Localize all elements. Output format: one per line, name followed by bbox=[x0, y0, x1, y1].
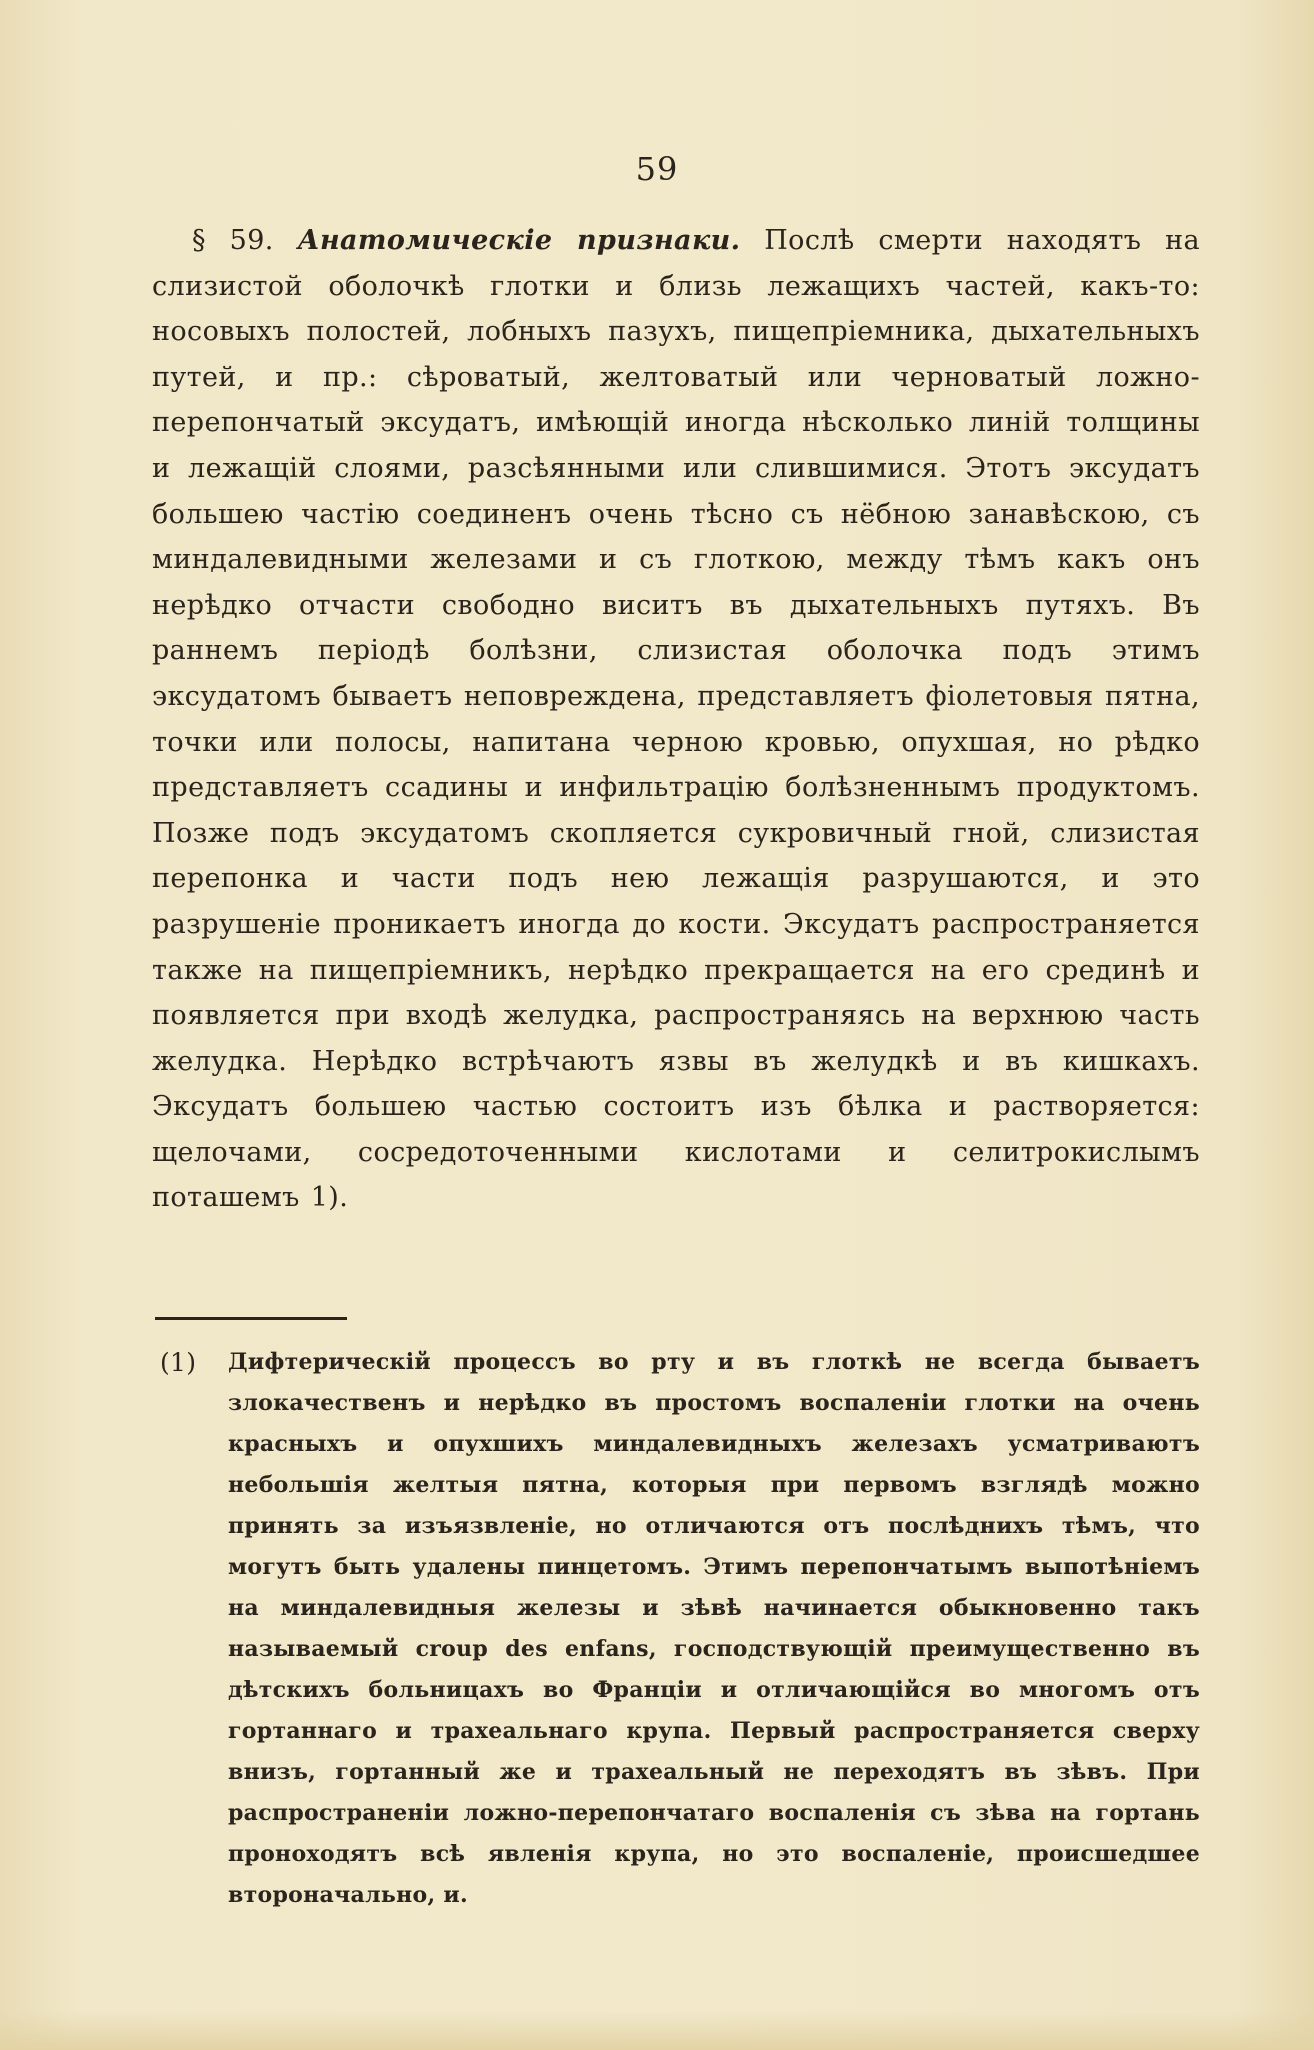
page-number: 59 bbox=[635, 150, 679, 188]
section-heading: Анатомическіе признаки. bbox=[297, 225, 741, 256]
section-body: Послѣ смерти находятъ на слизистой оболочкѣ глотки и близь лежащихъ частей, какъ-то: носовыхъ полостей, лобныхъ пазухъ, пищепріемника, дыхательныхъ путей, и пр.: сѣроватый, желтоватый или черноватый ложно-перепончатый эксудатъ, имѣющій иногда нѣсколько линій толщины и лежащій слоями, разсѣянными или слившимися. Этотъ эксудатъ большею частію соединенъ очень тѣсно съ нёбною занавѣскою, съ миндалевидными железами и съ глоткою, между тѣмъ какъ онъ нерѣдко отчасти свободно виситъ въ дыхательныхъ путяхъ. Въ раннемъ періодѣ болѣзни, слизистая оболочка подъ этимъ эксудатомъ бываетъ неповреждена, представляетъ фіолетовыя пятна, точки или полосы, напитана черною кровью, опухшая, но рѣдко представляетъ ссадины и инфильтрацію болѣзненнымъ продуктомъ. Позже подъ эксудатомъ скопляется сукровичный гной, слизистая перепонка и части подъ нею лежащія разрушаются, и это разрушеніе проникаетъ иногда до кости. Эксудатъ распространяется также на пищепріемникъ, нерѣдко прекращается на его срединѣ и появляется при входѣ желудка, распространяясь на верхнюю часть желудка. Нерѣдко встрѣчаютъ язвы въ желудкѣ и въ кишкахъ. Эксудатъ большею частью состоитъ изъ бѣлка и растворяется: щелочами, сосредоточенными кислотами и селитрокислымъ поташемъ 1). bbox=[152, 225, 1201, 1214]
section-paragraph bbox=[152, 218, 1200, 1221]
footnote-marker: (1) bbox=[160, 1348, 197, 1377]
section-text bbox=[152, 218, 1200, 1221]
section-prefix: § 59. bbox=[192, 225, 298, 256]
footnote-text: Дифтерическій процессъ во рту и въ глоткѣ не всегда бываетъ злокачественъ и нерѣдко въ простомъ воспаленіи глотки на очень красныхъ и опухшихъ миндалевидныхъ железахъ усматриваютъ небольшія желтыя пятна, которыя при первомъ взглядѣ можно принять за изъязвленіе, но отличаются отъ послѣднихъ тѣмъ, что могутъ быть удалены пинцетомъ. Этимъ перепончатымъ выпотѣніемъ на миндалевидныя железы и зѣвѣ начинается обыкновенно такъ называемый croup des enfans, господствующій преимущественно въ дѣтскихъ больницахъ во Франціи и отличающійся во многомъ отъ гортаннаго и трахеальнаго крупа. Первый распространяется сверху внизъ, гортанный же и трахеальный не переходятъ въ зѣвъ. При распространеніи ложно-перепончатаго воспаленія съ зѣва на гортань проноходятъ всѣ явленія крупа, но это воспаленіе, происшедшее вторoначально, и. bbox=[228, 1349, 1200, 1908]
footnote bbox=[160, 1342, 1200, 1916]
footnote-divider bbox=[155, 1317, 347, 1320]
